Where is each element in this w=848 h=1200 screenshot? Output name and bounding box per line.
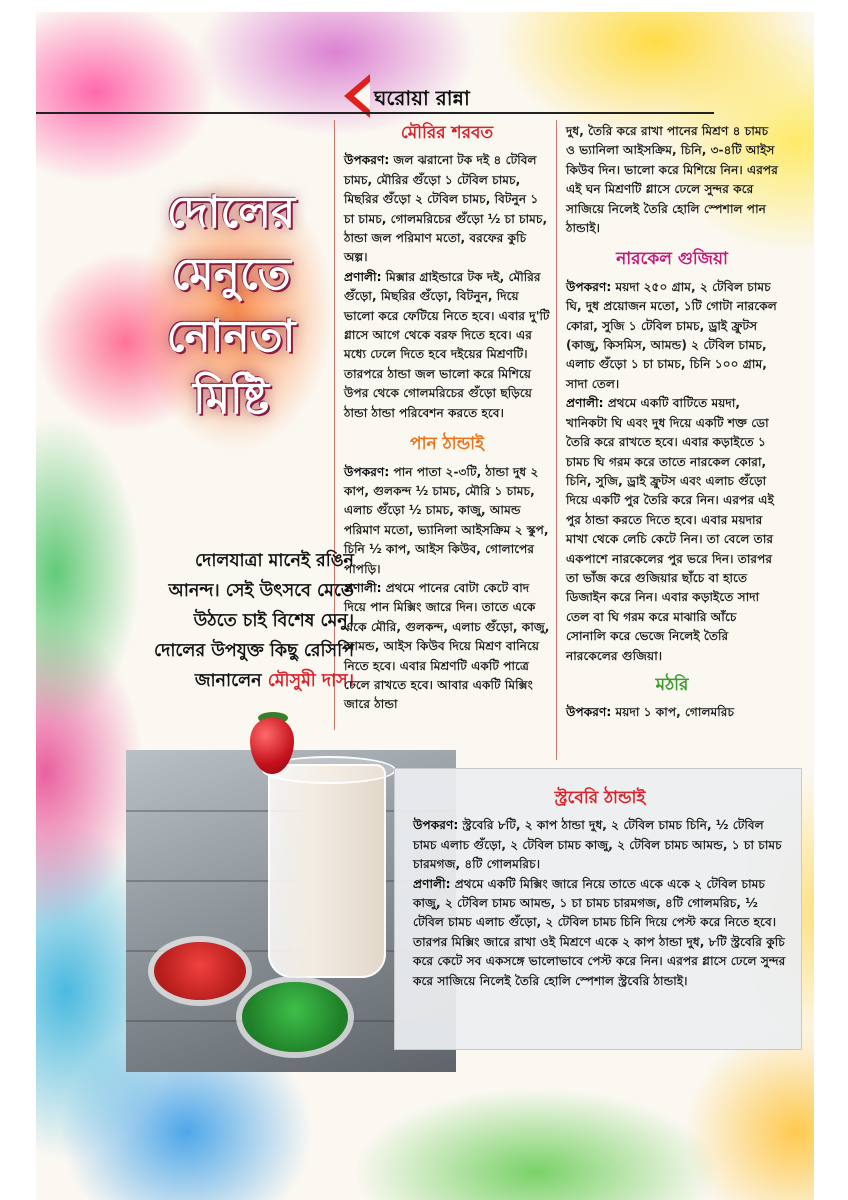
method-label: প্রণালী: bbox=[566, 396, 604, 411]
intro-text: দোলযাত্রা মানেই রঙিন আনন্দ। সেই উৎসবে মেতে উঠতে চাই বিশেষ মেনু। দোলের উপযুক্ত কিছু রেসিপি জানালেন bbox=[154, 551, 354, 691]
hero-title bbox=[136, 182, 326, 430]
recipe-method-continued: দুধ, তৈরি করে রাখা পানের মিশ্রণ ৪ চামচ ও ভ্যানিলা আইসক্রিম, চিনি, ৩-৪টি আইস কিউব দিন। ভালো করে মিশিয়ে নিন। এরপর এই ঘন মিশ্রণটি গ্লাসে ঢেলে সুন্দর করে সাজিয়ে নিলেই তৈরি হোলি স্পেশাল পান ঠান্ডাই। bbox=[566, 124, 778, 236]
magazine-page bbox=[36, 12, 814, 1200]
ingredients-label: উপকরণ: bbox=[413, 818, 459, 833]
ingredients-label: উপকরণ: bbox=[566, 705, 612, 720]
recipe-ingredients bbox=[566, 703, 778, 722]
ingredients-label: উপকরণ: bbox=[566, 279, 612, 294]
red-color-bowl bbox=[154, 942, 246, 1000]
ingredients-text: ময়দা ১ কাপ, গোলমরিচ bbox=[611, 705, 735, 720]
recipe-ingredients bbox=[566, 278, 778, 394]
recipe-title-paan-thandai: পান ঠান্ডাই bbox=[410, 434, 484, 455]
recipe-title-narkel-gujiya: নারকেল গুজিয়া bbox=[616, 249, 728, 270]
intro-paragraph bbox=[148, 546, 354, 696]
method-text: প্রথমে একটি বাটিতে ময়দা, খানিকটা ঘি এবং দুধ দিয়ে একটি শক্ত ডো তৈরি করে রাখতে হবে। এবার কড়াইতে ১ চামচ ঘি গরম করে তাতে নারকেল কোরা, চিনি, সুজি, ড্রাই ফ্রুটস এবং এলাচ গুঁড়ো দিয়ে একটি পুর তৈরি করে নিন। এরপর এই পুর ঠান্ডা করতে দিতে হবে। এবার ময়দার মাখা থেকে লেচি কেটে নিন। তা বেলে তার একপাশে নারকেলের পুর ভরে দিন। তারপর তা ভাঁজ করে গুজিয়ার ছাঁচে বা হাতে ডিজাইন করে নিন। এবার কড়াইতে সাদা তেল বা ঘি গরম করে মাঝারি আঁচে সোনালি করে ভেজে নিলেই তৈরি নারকেলের গুজিয়া। bbox=[566, 396, 774, 663]
recipe-ingredients bbox=[344, 463, 550, 579]
ingredients-text: ময়দা ২৫০ গ্রাম, ২ টেবিল চামচ ঘি, দুধ প্রয়োজন মতো, ১টি গোটা নারকেল কোরা, সুজি ১ টেবিল চামচ, ড্রাই ফ্রুটস (কাজু, কিসমিস, আমন্ড) ২ টেবিল চামচ, এলাচ গুঁড়ো ১ চা চামচ, চিনি ১০০ গ্রাম, সাদা তেল। bbox=[566, 279, 777, 391]
recipe-column-2 bbox=[566, 122, 778, 723]
recipe-method bbox=[344, 579, 550, 715]
method-text: প্রথমে পানের বোটা কেটে বাদ দিয়ে পান মিক্সিং জারে দিন। তাতে একে একে মৌরি, গুলকন্দ, এলাচ গুঁড়ো, কাজু, আমন্ড, আইস কিউব দিয়ে মিশ্রণ বানিয়ে নিতে হবে। এবার মিশ্রণটি একটি পাত্রে ঢেলে রাখতে হবে। আবার একটি মিক্সিং জারে ঠান্ডা bbox=[344, 580, 550, 712]
ingredients-label: উপকরণ: bbox=[344, 464, 390, 479]
recipe-method bbox=[344, 268, 550, 423]
ingredients-text: পান পাতা ২-৩টি, ঠান্ডা দুধ ২ কাপ, গুলকন্দ ½ চামচ, মৌরি ১ চামচ, এলাচ গুঁড়ো ½ চামচ, কাজু, আমন্ড পরিমাণ মতো, ভ্যানিলা আইসক্রিম ২ স্কুপ, চিনি ½ কাপ, আইস কিউব, গোলাপের পাপড়ি। bbox=[344, 464, 549, 576]
recipe-title-strawberry-thandai: স্ট্রবেরি ঠান্ডাই bbox=[554, 788, 646, 808]
strawberry-thandai-box bbox=[394, 768, 802, 1050]
section-arrow-inner bbox=[354, 82, 370, 110]
section-label: ঘরোয়া রান্না bbox=[374, 86, 470, 110]
header-rule bbox=[36, 112, 714, 114]
recipe-title-mathri: মঠরি bbox=[655, 674, 689, 695]
hero-title-line: দোলের bbox=[166, 187, 296, 238]
ingredients-text: স্ট্রবেরি ৮টি, ২ কাপ ঠান্ডা দুধ, ২ টেবিল চামচ চিনি, ½ টেবিল চামচ এলাচ গুঁড়ো, ২ টেবিল চামচ কাজু, ২ টেবিল চামচ আমন্ড, ১ চা চামচ চারমগজ, ৪টি গোলমরিচ। bbox=[413, 818, 782, 872]
hero-title-line: মেনুতে bbox=[171, 249, 291, 300]
green-color-bowl bbox=[242, 982, 348, 1052]
recipe-title-mouri-sharbat: মৌরির শরবত bbox=[400, 123, 494, 143]
method-label: প্রণালী: bbox=[344, 580, 382, 595]
glass-illustration bbox=[268, 764, 386, 978]
recipe-method bbox=[413, 875, 787, 991]
recipe-ingredients bbox=[413, 816, 787, 874]
method-text: প্রথমে একটি মিক্সিং জারে নিয়ে তাতে একে একে ২ টেবিল চামচ কাজু, ২ টেবিল চামচ আমন্ড, ১ চা চামচ চারমগজ, ৪টি গোলমরিচ, ½ টেবিল চামচ এলাচ গুঁড়ো, ২ টেবিল চামচ চিনি দিয়ে পেস্ট করে নিতে হবে। তারপর মিক্সিং জারে রাখা ওই মিশ্রণে একে ২ কাপ ঠান্ডা দুধ, ৮টি স্ট্রবেরি কুচি করে কেটে সব একসঙ্গে ভালোভাবে পেস্ট করে নিন। এরপর গ্লাসে ঢেলে সুন্দর করে সাজিয়ে নিলেই তৈরি হোলি স্পেশাল স্ট্রবেরি ঠান্ডাই। bbox=[413, 876, 786, 988]
method-label: প্রণালী: bbox=[413, 876, 451, 891]
recipe-method bbox=[566, 394, 778, 666]
hero-title-line: মিষ্টি bbox=[193, 373, 269, 424]
recipe-column-1 bbox=[344, 118, 550, 715]
ingredients-text: জল ঝরানো টক দই ৪ টেবিল চামচ, মৌরির গুঁড়ো ১ টেবিল চামচ, মিছরির গুঁড়ো ২ টেবিল চামচ, বিটনুন ১ চা চামচ, গোলমরিচের গুঁড়ো ½ চা চামচ, ঠান্ডা জল পরিমাণ মতো, বরফের কুচি অল্প। bbox=[344, 153, 548, 265]
method-label: প্রণালী: bbox=[344, 269, 382, 284]
hero-title-line: নোনতা bbox=[166, 311, 296, 362]
recipe-ingredients bbox=[344, 151, 550, 267]
column-divider-2 bbox=[556, 120, 557, 760]
method-text: মিক্সার গ্রাইন্ডারে টক দই, মৌরির গুঁড়ো, মিছরির গুঁড়ো, বিটনুন, দিয়ে ভালো করে ফেটিয়ে নিতে হবে। এবার দু'টি গ্লাসে আগে থেকে বরফ দিতে হবে। এর মধ্যে ঢেলে দিতে হবে দইয়ের মিশ্রণটি। তারপরে ঠান্ডা জল ভালো করে মিশিয়ে উপর থেকে গোলমরিচের গুঁড়ো ছড়িয়ে ঠান্ডা ঠান্ডা পরিবেশন করতে হবে। bbox=[344, 269, 550, 420]
author-name: মৌসুমী দাস। bbox=[267, 671, 354, 691]
ingredients-label: উপকরণ: bbox=[344, 153, 390, 168]
